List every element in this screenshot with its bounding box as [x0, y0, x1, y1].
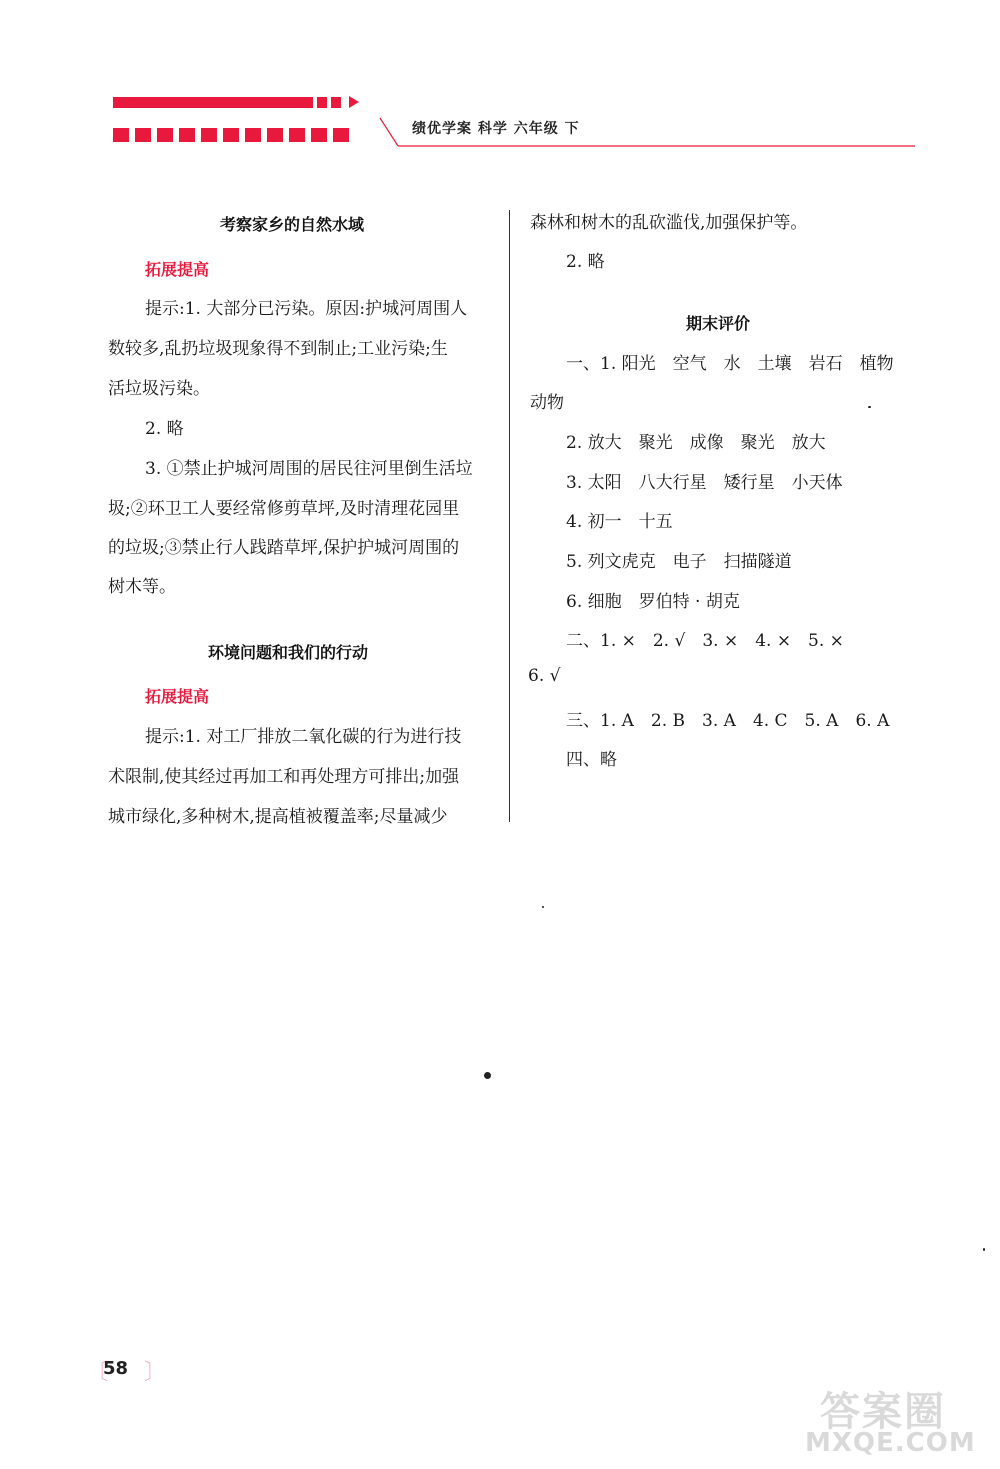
section-title: 环境问题和我们的行动 [208, 643, 369, 662]
watermark-top: 答案圈 [820, 1389, 946, 1435]
text-line: 2. 放大 聚光 成像 聚光 放大 [566, 433, 826, 453]
text-line: 城市绿化,多种树木,提高植被覆盖率;尽量减少 [108, 807, 448, 827]
scan-speck [542, 906, 544, 908]
text-line: 动物 [530, 393, 564, 413]
watermark-logo [800, 1380, 995, 1465]
text-line: 一、1. 阳光 空气 水 土壤 岩石 植物 [566, 354, 894, 374]
section-tag: 拓展提高 [145, 687, 210, 706]
text-line: 2. 略 [566, 252, 605, 272]
text-line: 森林和树木的乱砍滥伐,加强保护等。 [530, 213, 808, 233]
text-line: 5. 列文虎克 电子 扫描隧道 [566, 552, 792, 572]
header-block [113, 128, 129, 142]
scan-speck [868, 406, 871, 408]
section-title: 考察家乡的自然水域 [220, 215, 365, 234]
text-line: 术限制,使其经过再加工和再处理方可排出;加强 [108, 767, 460, 787]
text-line: 6. √ [528, 666, 561, 686]
text-line: 2. 略 [145, 419, 184, 439]
text-line: 的垃圾;③禁止行人践踏草坪,保护护城河周围的 [108, 538, 460, 558]
text-line: 数较多,乱扔垃圾现象得不到制止;工业污染;生 [108, 339, 448, 359]
header-square [317, 97, 327, 108]
header-block [223, 128, 239, 142]
header-block [157, 128, 173, 142]
header-arrow-icon [349, 96, 359, 108]
scan-speck [484, 1072, 491, 1079]
scan-speck [983, 1248, 985, 1251]
header-block [289, 128, 305, 142]
column-divider [509, 210, 510, 822]
text-line: 4. 初一 十五 [566, 512, 673, 532]
watermark-bottom: MXQE.COM [805, 1428, 976, 1458]
text-line: 圾;②环卫工人要经常修剪草坪,及时清理花园里 [108, 499, 460, 519]
text-line: 提示:1. 对工厂排放二氧化碳的行为进行技 [145, 727, 462, 747]
text-line: 二、1. × 2. √ 3. × 4. × 5. × [566, 631, 844, 651]
text-line: 树木等。 [108, 577, 176, 597]
text-line: 活垃圾污染。 [108, 379, 210, 399]
section-title: 期末评价 [686, 314, 751, 333]
text-line: 四、略 [566, 750, 617, 770]
header-square [331, 97, 341, 108]
text-line: 三、1. A 2. B 3. A 4. C 5. A 6. A [566, 711, 890, 731]
header-block [267, 128, 283, 142]
section-tag: 拓展提高 [145, 260, 210, 279]
text-line: 3. 太阳 八大行星 矮行星 小天体 [566, 473, 843, 493]
page-number: 58 [103, 1358, 129, 1379]
header-block [245, 128, 261, 142]
header-block [333, 128, 349, 142]
page-number-bracket-right: 〕 [144, 1360, 167, 1385]
header-block [179, 128, 195, 142]
text-line: 提示:1. 大部分已污染。原因:护城河周围人 [145, 299, 468, 319]
header-block [311, 128, 327, 142]
header-red-bar [113, 97, 313, 108]
header-block [201, 128, 217, 142]
header-block [135, 128, 151, 142]
page-number-bracket-left: 〔 [86, 1360, 109, 1385]
text-line: 6. 细胞 罗伯特 · 胡克 [566, 592, 740, 612]
text-line: 3. ①禁止护城河周围的居民往河里倒生活垃 [145, 459, 473, 479]
book-title: 绩优学案 科学 六年级 下 [412, 121, 580, 137]
